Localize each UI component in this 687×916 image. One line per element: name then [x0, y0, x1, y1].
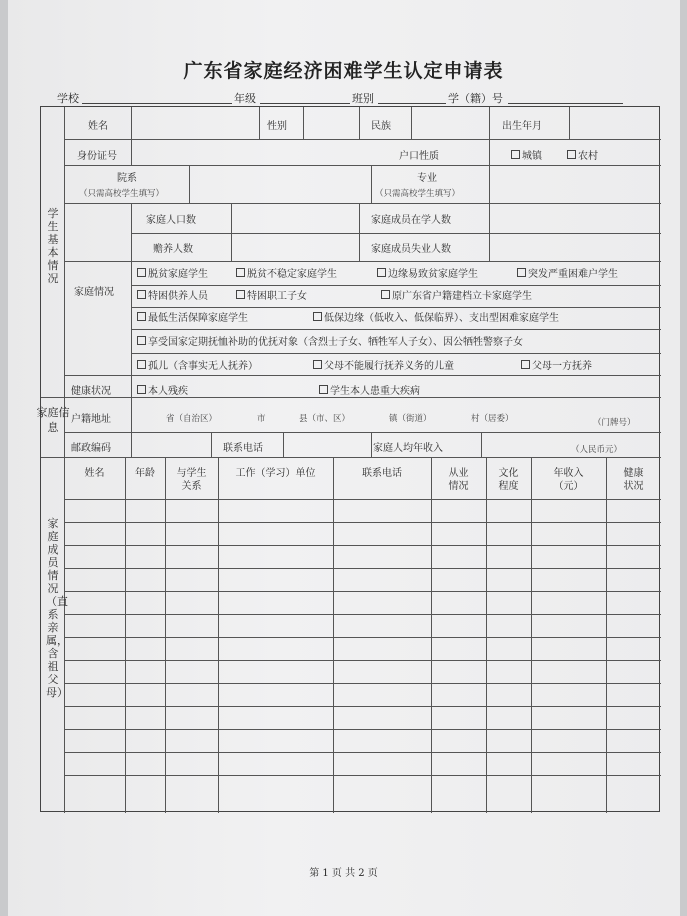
column-header: 健康 状况	[623, 468, 644, 492]
major-label: 专业	[417, 173, 437, 184]
table-row	[64, 614, 661, 615]
situation-option[interactable]: 最低生活保障家庭学生	[137, 309, 248, 324]
gender-field[interactable]	[304, 108, 358, 138]
doorplate-unit: （门牌号）	[593, 418, 636, 428]
phone-field[interactable]	[284, 433, 370, 456]
members-in-school-label: 家庭成员在学人数	[371, 215, 451, 226]
class-label: 班别	[352, 92, 374, 105]
gender-label: 性别	[267, 121, 287, 132]
situation-option[interactable]: 孤儿（含事实无人抚养）	[137, 357, 258, 372]
income-label: 家庭人均年收入	[373, 443, 443, 454]
section-members-label: 家庭成员情况（直系亲属，含祖父母）	[46, 517, 68, 699]
situation-option[interactable]: 脱贫不稳定家庭学生	[236, 265, 337, 280]
dependents-label: 赡养人数	[153, 244, 193, 255]
county-unit: 县（市、区）	[299, 414, 351, 424]
college-label: 院系	[117, 173, 137, 184]
checkbox-icon[interactable]	[313, 312, 322, 321]
checkbox-icon[interactable]	[521, 360, 530, 369]
city-unit: 市	[257, 414, 266, 424]
village-unit: 村（居委）	[471, 414, 514, 424]
page-footer: 第 1 页 共 2 页	[309, 868, 378, 879]
checkbox-icon[interactable]	[137, 290, 146, 299]
situation-option[interactable]: 享受国家定期抚恤补助的优抚对象（含烈士子女、牺牲军人子女）、因公牺牲警察子女	[137, 333, 523, 348]
column-header: 联系电话	[362, 468, 402, 479]
table-row	[64, 683, 661, 684]
major-note: （只需高校学生填写）	[375, 189, 461, 199]
checkbox-icon[interactable]	[567, 150, 576, 159]
college-note: （只需高校学生填写）	[79, 189, 165, 199]
situation-option[interactable]: 原广东省户籍建档立卡家庭学生	[381, 287, 532, 302]
checkbox-icon[interactable]	[236, 290, 245, 299]
situation-option[interactable]: 父母不能履行抚养义务的儿童	[313, 357, 454, 372]
table-row	[64, 752, 661, 753]
section-basic-label: 学生基本情况	[47, 207, 59, 285]
situation-option[interactable]: 脱贫家庭学生	[137, 265, 208, 280]
major-field[interactable]	[490, 166, 658, 202]
situation-option[interactable]: 特困职工子女	[236, 287, 307, 302]
situation-option[interactable]: 边缘易致贫家庭学生	[377, 265, 478, 280]
birth-field[interactable]	[570, 108, 658, 138]
health-label: 健康状况	[71, 386, 111, 397]
table-row	[64, 660, 661, 661]
college-field[interactable]	[190, 166, 370, 202]
checkbox-icon[interactable]	[511, 150, 520, 159]
column-header: 文化 程度	[498, 468, 519, 492]
class-field[interactable]	[378, 103, 446, 104]
hukou-urban-option[interactable]: 城镇	[511, 147, 542, 162]
id-number-field[interactable]	[132, 140, 372, 164]
table-row	[64, 729, 661, 730]
column-header: 姓名	[84, 468, 105, 479]
checkbox-icon[interactable]	[137, 312, 146, 321]
column-header: 从业 情况	[448, 468, 469, 492]
column-header: 年龄	[135, 468, 155, 479]
town-unit: 镇（街道）	[389, 414, 432, 424]
checkbox-icon[interactable]	[137, 336, 146, 345]
school-field[interactable]	[82, 103, 232, 104]
column-header: 年收入 （元）	[553, 468, 584, 492]
table-row	[64, 775, 661, 776]
student-no-label: 学（籍）号	[448, 92, 503, 105]
hukou-label: 户口性质	[399, 151, 439, 162]
postcode-field[interactable]	[132, 433, 210, 456]
unemployed-label: 家庭成员失业人数	[371, 244, 451, 255]
income-unit: （人民币元）	[571, 445, 623, 455]
situation-option[interactable]: 特困供养人员	[137, 287, 208, 302]
address-label: 户籍地址	[71, 414, 111, 425]
table-row	[64, 706, 661, 707]
health-disabled-option[interactable]: 本人残疾	[137, 382, 188, 397]
ethnicity-field[interactable]	[412, 108, 488, 138]
checkbox-icon[interactable]	[236, 268, 245, 277]
id-number-label: 身份证号	[77, 151, 117, 162]
column-header: 工作（学习）单位	[235, 468, 316, 479]
checkbox-icon[interactable]	[517, 268, 526, 277]
checkbox-icon[interactable]	[313, 360, 322, 369]
situation-option[interactable]: 父母一方抚养	[521, 357, 592, 372]
family-situation-label: 家庭情况	[74, 287, 114, 298]
province-unit: 省（自治区）	[166, 414, 218, 424]
checkbox-icon[interactable]	[319, 385, 328, 394]
section-family-info-label: 家庭信息	[36, 406, 70, 434]
school-label: 学校	[57, 92, 79, 105]
hukou-rural-option[interactable]: 农村	[567, 147, 598, 162]
table-row	[64, 591, 661, 592]
phone-label: 联系电话	[223, 443, 263, 454]
ethnicity-label: 民族	[371, 121, 391, 132]
table-row	[64, 545, 661, 546]
checkbox-icon[interactable]	[381, 290, 390, 299]
application-form	[36, 106, 660, 812]
postcode-label: 邮政编码	[71, 443, 111, 454]
checkbox-icon[interactable]	[137, 385, 146, 394]
checkbox-icon[interactable]	[137, 360, 146, 369]
table-row	[64, 568, 661, 569]
situation-option[interactable]: 低保边缘（低收入、低保临界）、支出型困难家庭学生	[313, 309, 559, 324]
table-row	[64, 522, 661, 523]
health-illness-option[interactable]: 学生本人患重大疾病	[319, 382, 420, 397]
grade-label: 年级	[234, 92, 256, 105]
situation-option[interactable]: 突发严重困难户学生	[517, 265, 618, 280]
name-label: 姓名	[88, 121, 108, 132]
address-field[interactable]	[132, 398, 660, 431]
name-field[interactable]	[132, 108, 258, 138]
population-label: 家庭人口数	[146, 215, 196, 226]
table-row	[64, 499, 661, 500]
student-no-field[interactable]	[508, 103, 623, 104]
checkbox-icon[interactable]	[137, 268, 146, 277]
grade-field[interactable]	[260, 103, 350, 104]
table-row	[64, 637, 661, 638]
column-header: 与学生 关系	[176, 468, 207, 492]
checkbox-icon[interactable]	[377, 268, 386, 277]
form-title: 广东省家庭经济困难学生认定申请表	[183, 60, 504, 82]
birth-label: 出生年月	[502, 121, 542, 132]
